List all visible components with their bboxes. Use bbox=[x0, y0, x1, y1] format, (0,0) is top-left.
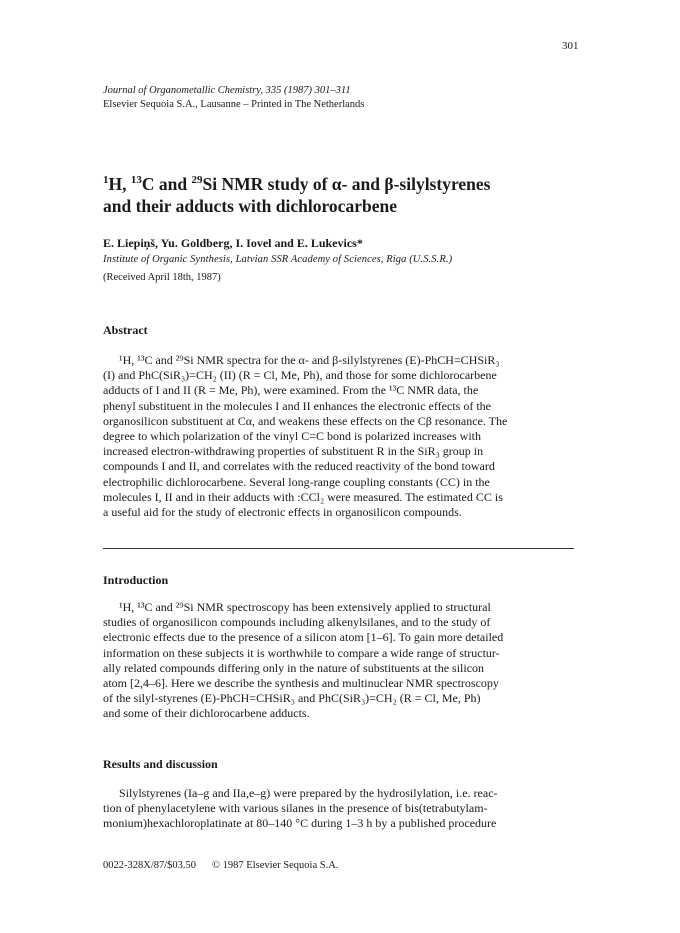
title-sup: 29 bbox=[191, 174, 203, 186]
affiliation: Institute of Organic Synthesis, Latvian SSR Academy of Sciences, Riga (U.S.S.R.) bbox=[103, 254, 453, 265]
text-line: ¹H, ¹³C and ²⁹Si NMR spectroscopy has been extensively applied to structural bbox=[119, 600, 491, 614]
title-sup: 13 bbox=[130, 174, 142, 186]
text-line: compounds I and II, and correlates with the reduced reactivity of the bond toward bbox=[103, 459, 495, 474]
authors: E. Liepiņš, Yu. Goldberg, I. Iovel and E. Lukevics* bbox=[103, 236, 363, 250]
abstract-heading: Abstract bbox=[103, 323, 148, 337]
text-line: organosilicon substituent at Cα, and weakens these effects on the Cβ resonance. The bbox=[103, 413, 508, 428]
results-body bbox=[103, 786, 574, 833]
text-line: information on these subjects it is worthwhile to compare a wide range of structur- bbox=[103, 645, 500, 660]
text-line: molecules I, II and in their adducts with :CCl₂ were measured. The estimated CC is bbox=[103, 489, 503, 504]
text-line: studies of organosilicon compounds including alkenylsilanes, and to the study of bbox=[103, 615, 491, 630]
text-line: and some of their dichlorocarbene adducts. bbox=[103, 706, 310, 721]
text-line: a useful aid for the study of electronic effects in organosilicon compounds. bbox=[103, 505, 462, 520]
text-line: atom [2,4–6]. Here we describe the synthesis and multinuclear NMR spectroscopy bbox=[103, 676, 499, 691]
introduction-body bbox=[103, 600, 574, 722]
text-line: ¹H, ¹³C and ²⁹Si NMR spectra for the α- and β-silylstyrenes (E)-PhCH=CHSiR₃ bbox=[119, 353, 500, 367]
text-line: electronic effects due to the presence of a silicon atom [1–6]. To gain more detailed bbox=[103, 630, 504, 645]
publisher-line: Elsevier Sequoia S.A., Lausanne – Printed in The Netherlands bbox=[103, 99, 365, 110]
introduction-heading: Introduction bbox=[103, 573, 169, 587]
title-part: Si NMR study of α- and β-silylstyrenes bbox=[202, 174, 491, 194]
received-date: (Received April 18th, 1987) bbox=[103, 272, 221, 283]
journal-citation bbox=[103, 84, 364, 112]
text-line: tion of phenylacetylene with various silanes in the presence of bis(tetrabutylam- bbox=[103, 801, 488, 816]
title-part: C and bbox=[141, 174, 192, 194]
paper-title bbox=[103, 173, 583, 217]
footer bbox=[103, 860, 338, 871]
text-line: adducts of I and II (R = Me, Ph), were examined. From the ¹³C NMR data, the bbox=[103, 383, 479, 398]
abstract-body-rest bbox=[103, 383, 574, 520]
text-line: increased electron-withdrawing properties of substituent R in the SiR₃ group in bbox=[103, 444, 484, 459]
copyright: © 1987 Elsevier Sequoia S.A. bbox=[212, 860, 339, 871]
abstract-paragraph bbox=[103, 353, 574, 383]
title-part: H, bbox=[108, 174, 131, 194]
text-line: phenyl substituent in the molecules I and II enhances the electronic effects of the bbox=[103, 398, 491, 413]
abstract-body bbox=[103, 353, 574, 383]
page-number: 301 bbox=[562, 40, 579, 52]
results-heading: Results and discussion bbox=[103, 757, 218, 771]
title-line-2: and their adducts with dichlorocarbene bbox=[103, 196, 397, 216]
text-line: (I) and PhC(SiR₃)=CH₂ (II) (R = Cl, Me, Ph), and those for some dichlorocarbene bbox=[103, 368, 497, 383]
text-line: Silylstyrenes (Ia–g and IIa,e–g) were prepared by the hydrosilylation, i.e. reac- bbox=[119, 786, 498, 800]
title-sup: 1 bbox=[103, 174, 109, 186]
section-divider bbox=[103, 548, 574, 549]
text-line: monium)hexachloroplatinate at 80–140 °C during 1–3 h by a published procedure bbox=[103, 816, 497, 831]
text-line: degree to which polarization of the vinyl C=C bond is polarized increases with bbox=[103, 429, 481, 443]
text-line: ally related compounds differing only in the nature of substituents at the silicon bbox=[103, 660, 485, 675]
journal-line: Journal of Organometallic Chemistry, 335 (1987) 301–311 bbox=[103, 85, 351, 96]
text-line: electrophilic dichlorocarbene. Several long-range coupling constants (CC) in the bbox=[103, 474, 490, 489]
issn-code: 0022-328X/87/$03.50 bbox=[103, 860, 197, 871]
text-line: of the silyl-styrenes (E)-PhCH=CHSiR₃ and PhC(SiR₃)=CH₂ (R = Cl, Me, Ph) bbox=[103, 691, 481, 706]
